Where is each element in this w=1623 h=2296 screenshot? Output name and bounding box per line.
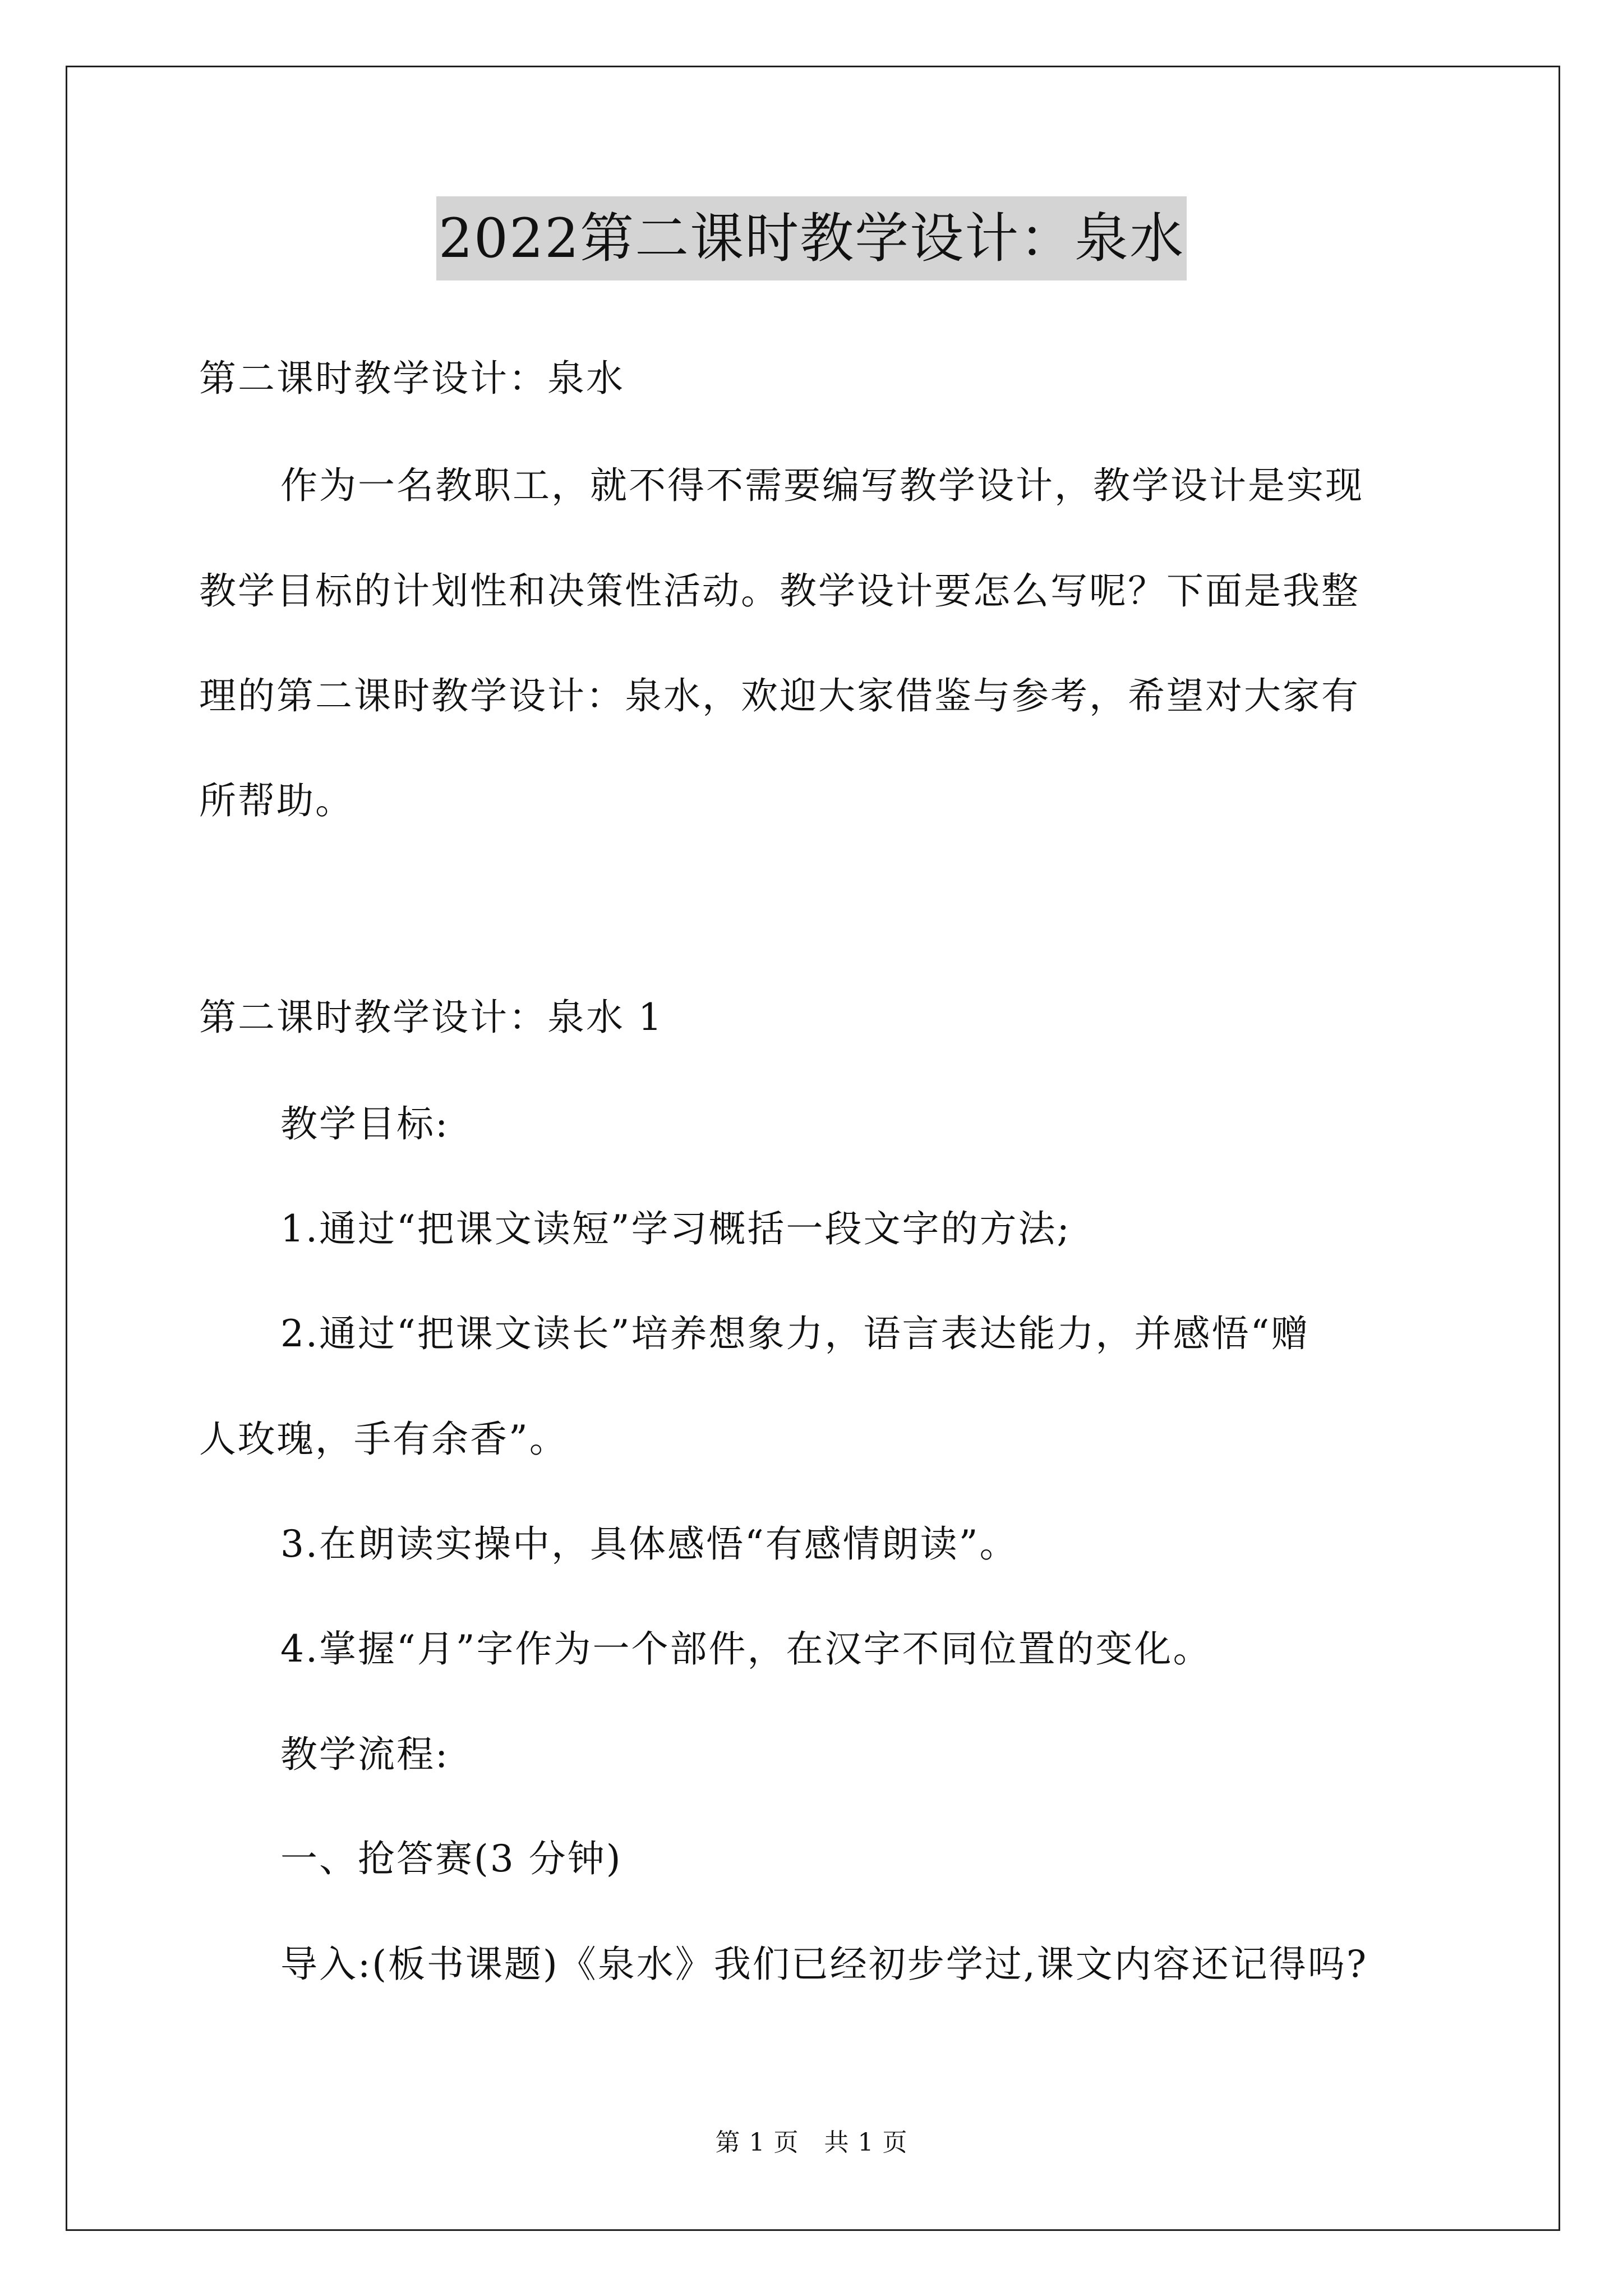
goal-item-2-line-2: 人玫瑰，手有余香”。 <box>199 1418 568 1461</box>
goal-item-4: 4.掌握“月”字作为一个部件，在汉字不同位置的变化。 <box>280 1627 1212 1671</box>
title-container <box>0 196 1623 280</box>
step-1-heading: 一、抢答赛(3 分钟) <box>280 1837 623 1880</box>
page-footer: 第 1 页 共 1 页 <box>715 2128 908 2157</box>
intro-line-2: 教学目标的计划性和决策性活动。教学设计要怎么写呢？下面是我整 <box>199 569 1360 613</box>
intro-line-3: 理的第二课时教学设计：泉水，欢迎大家借鉴与参考，希望对大家有 <box>199 674 1360 717</box>
goal-item-3: 3.在朗读实操中，具体感悟“有感情朗读”。 <box>280 1522 1018 1566</box>
document-title: 2022第二课时教学设计：泉水 <box>436 196 1187 280</box>
step-1-intro: 导入:(板书课题)《泉水》我们已经初步学过,课文内容还记得吗? <box>280 1943 1368 1986</box>
process-heading: 教学流程: <box>280 1733 450 1776</box>
intro-line-4: 所帮助。 <box>199 779 354 822</box>
goal-item-2-line-1: 2.通过“把课文读长”培养想象力，语言表达能力，并感悟“赠 <box>280 1312 1310 1355</box>
section-heading: 第二课时教学设计：泉水 1 <box>199 996 663 1039</box>
document-subtitle: 第二课时教学设计：泉水 <box>199 357 625 400</box>
goals-heading: 教学目标: <box>280 1102 450 1145</box>
intro-line-1: 作为一名教职工，就不得不需要编写教学设计，教学设计是实现 <box>280 464 1364 507</box>
goal-item-1: 1.通过“把课文读短”学习概括一段文字的方法; <box>280 1207 1071 1250</box>
